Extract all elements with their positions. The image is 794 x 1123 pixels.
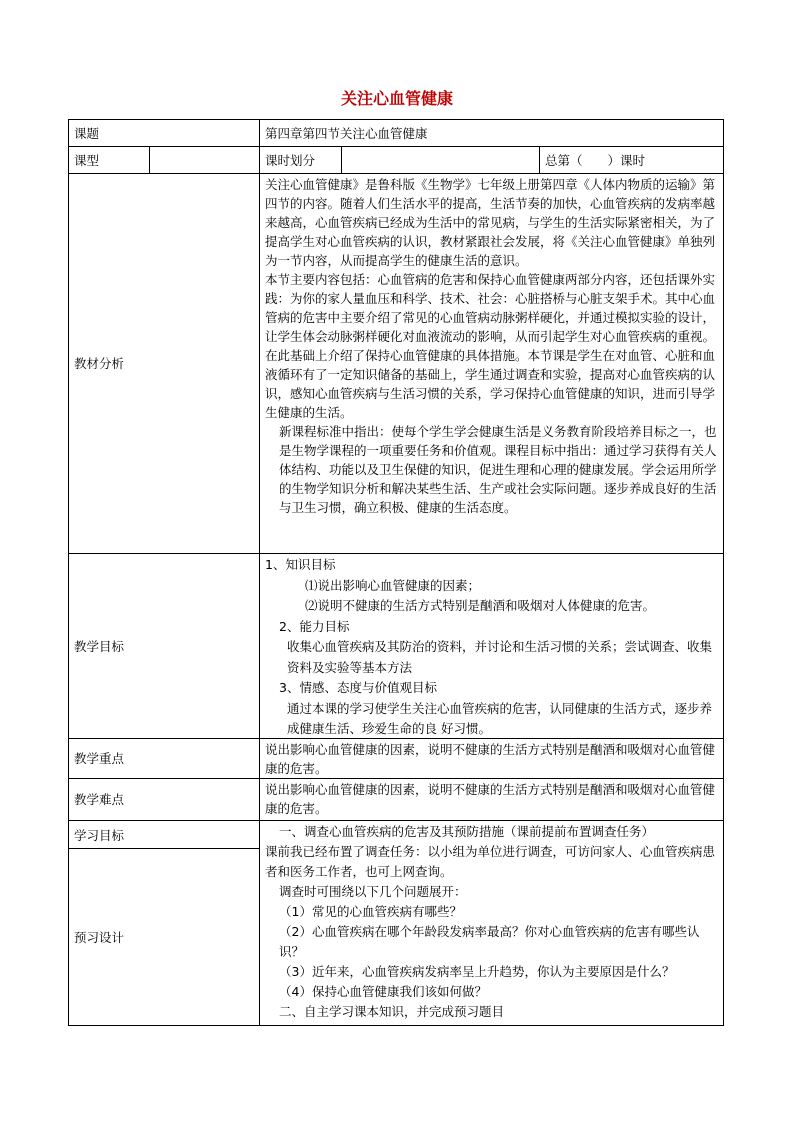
goal-line: 2、能力目标 bbox=[279, 618, 350, 634]
value-difficulties: 说出影响心血管健康的因素，说明不健康的生活方式特别是酗酒和吸烟对心血管健康的危害。 bbox=[259, 779, 723, 820]
study-line: （4）保持心血管健康我们该如何做？ bbox=[279, 984, 487, 999]
goal-line: 3、情感、态度与价值观目标 bbox=[279, 680, 437, 695]
study-line: （2）心血管疾病在哪个年龄段发病率最高？你对心血管疾病的危害有哪些认识？ bbox=[279, 924, 700, 959]
content-study bbox=[259, 821, 723, 1025]
value-key-points: 说出影响心血管健康的因素，说明不健康的生活方式特别是酗酒和吸烟对心血管健康的危害。 bbox=[259, 739, 723, 778]
goal-line: ⑴说出影响心血管健康的因素； bbox=[305, 577, 481, 593]
analysis-paragraph: 本节主要内容包括：心血管病的危害和保持心血管健康两部分内容，还包括课外实践：为你的家人量血压和科学、技术、社会：心脏搭桥与心脏支架手术。其中心血管病的危害中主要介绍了常见的心血管病动脉粥样硬化，并通过模拟实验的设计，让学生体会动脉粥样硬化对血液流动的影响，从而引起学生对心血管疾病的重视。在此基础上介绍了保持心血管健康的具体措施。本节课是学生在对血管、心脏和血液循环有了一定知识储备的基础上，学生通过调查和实验，提高对心血管疾病的认识，感知心血管疾病与生活习惯的关系，学习保持心血管健康的知识，进而引导学生健康的生活。 bbox=[265, 272, 716, 420]
study-labels bbox=[69, 821, 259, 1025]
lesson-plan-table bbox=[68, 119, 724, 1026]
value-lesson-topic: 第四章第四节关注心血管健康 bbox=[259, 120, 723, 146]
study-line: （1）常见的心血管疾病有哪些？ bbox=[279, 904, 462, 919]
row-lesson-type bbox=[69, 146, 723, 173]
row-study bbox=[69, 820, 723, 1025]
label-key-points: 教学重点 bbox=[74, 751, 125, 766]
analysis-paragraph: 关注心血管健康》是鲁科版《生物学》七年级上册第四章《人体内物质的运输》第四节的内容。随着人们生活水平的提高，生活节奏的加快，心血管疾病的发病率越来越高，心血管疾病已经成为生活中的常见病，与学生的生活实际紧密相关，为了提高学生对心血管疾病的认识，教材紧跟社会发展，将《关注心血管健康》单独列为一节内容，从而提高学生的健康生活的意识。 bbox=[265, 177, 716, 268]
goal-line: 1、知识目标 bbox=[265, 557, 336, 572]
row-difficulties bbox=[69, 778, 723, 820]
document-title: 关注心血管健康 bbox=[340, 89, 453, 108]
label-goals: 教学目标 bbox=[74, 638, 125, 654]
goal-line: ⑵说明不健康的生活方式特别是酗酒和吸烟对人体健康的危害。 bbox=[305, 598, 656, 613]
study-line: （3）近年来，心血管疾病发病率呈上升趋势，你认为主要原因是什么？ bbox=[279, 964, 675, 979]
row-key-points bbox=[69, 738, 723, 778]
label-lesson-topic: 课题 bbox=[74, 125, 100, 141]
study-line: 课前我已经布置了调查任务：以小组为单位进行调查，可访问家人、心血管疾病患者和医务工作者，也可上网查询。 bbox=[265, 844, 716, 879]
label-total-periods: 总第（ ）课时 bbox=[539, 147, 723, 173]
content-goals bbox=[259, 554, 723, 738]
row-analysis bbox=[69, 173, 723, 553]
row-goals bbox=[69, 553, 723, 738]
study-line: 二、自主学习课本知识，并完成预习题目 bbox=[279, 1004, 505, 1019]
label-period: 课时划分 bbox=[259, 147, 341, 173]
goal-line: 收集心血管疾病及其防治的资料，并讨论和生活习惯的关系；尝试调查、收集资料及实验等基本方法 bbox=[287, 639, 713, 675]
label-difficulties: 教学难点 bbox=[74, 792, 125, 807]
goal-line: 通过本课的学习使学生关注心血管疾病的危害，认同健康的生活方式，逐步养成健康生活、珍爱生命的良 好习惯。 bbox=[287, 700, 713, 736]
value-lesson-type bbox=[149, 147, 259, 173]
value-period bbox=[341, 147, 539, 173]
content-analysis bbox=[259, 174, 723, 553]
row-lesson-topic bbox=[69, 120, 723, 146]
label-study-goal: 学习目标 bbox=[69, 821, 259, 849]
label-preview: 预习设计 bbox=[74, 930, 125, 945]
label-analysis: 教材分析 bbox=[74, 356, 125, 371]
study-line: 一、调查心血管疾病的危害及其预防措施（课前提前布置调查任务） bbox=[279, 824, 655, 839]
analysis-paragraph: 新课程标准中指出：使每个学生学会健康生活是义务教育阶段培养目标之一，也是生物学课程的一项重要任务和价值观。课程目标中指出：通过学习获得有关人体结构、功能以及卫生保健的知识，促进生理和心理的健康发展。学会运用所学的生物学知识分析和解决某些生活、生产或社会实际问题。逐步养成良好的生活与卫生习惯，确立积极、健康的生活态度。 bbox=[279, 424, 717, 515]
study-line: 调查时可围绕以下几个问题展开： bbox=[279, 884, 467, 899]
label-lesson-type: 课型 bbox=[74, 152, 100, 168]
